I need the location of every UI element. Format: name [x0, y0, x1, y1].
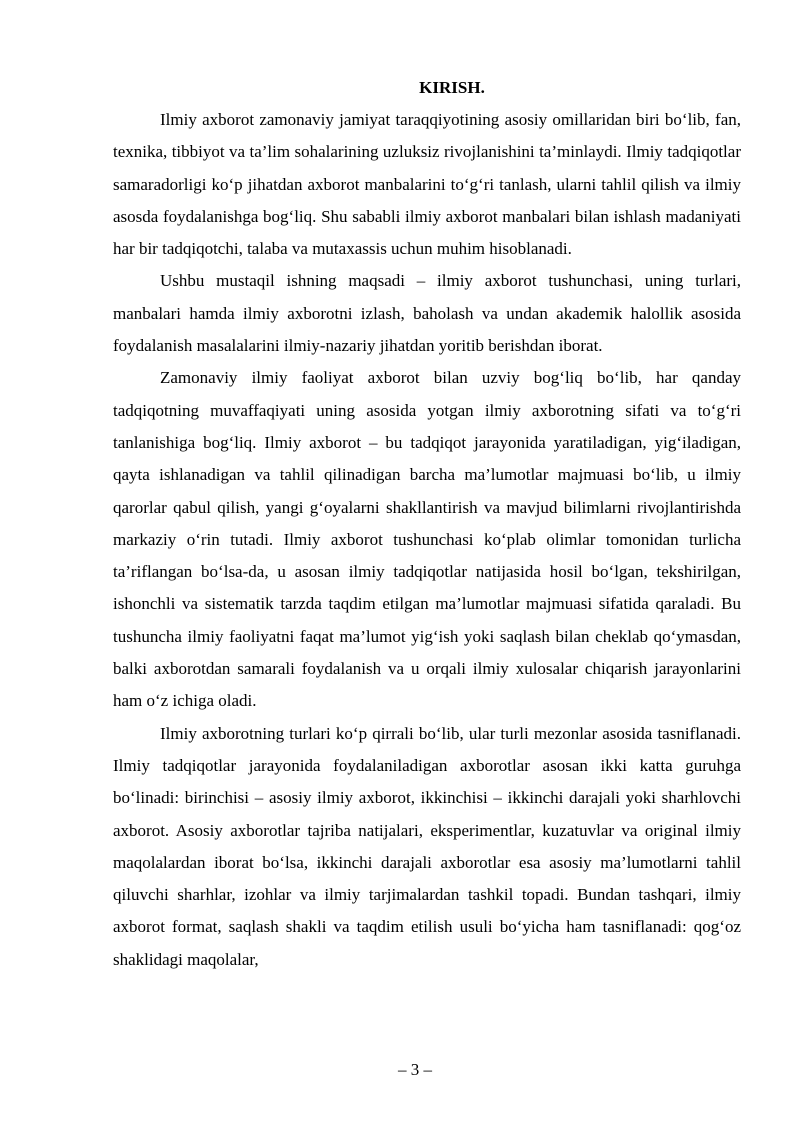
paragraph-4: Ilmiy axborotning turlari ko‘p qirrali bo‘lib, ular turli mezonlar asosida tasniflanadi. Ilmiy tadqiqotlar jarayonida foydalaniladigan axborotlar asosan ikki katta guruhga bo‘linadi: birinchisi – asosiy ilmiy axborot, ikkinchisi – ikkinchi darajali yoki sharhlovchi axborot. Asosiy axborotlar tajriba natijalari, eksperimentlar, kuzatuvlar va original ilmiy maqolalardan iborat bo‘lsa, ikkinchi darajali axborotlar esa asosiy ma’lumotlarni tahlil qiluvchi sharhlar, izohlar va ilmiy tarjimalardan tashkil topadi. Bundan tashqari, ilmiy axborot format, saqlash shakli va taqdim etilish usuli bo‘yicha ham tasniflanadi: qog‘oz shaklidagi maqolalar, [113, 723, 741, 969]
paragraph-3: Zamonaviy ilmiy faoliyat axborot bilan uzviy bog‘liq bo‘lib, har qanday tadqiqotning muvaffaqiyati uning asosida yotgan ilmiy axborotning sifati va to‘g‘ri tanlanishiga bog‘liq. Ilmiy axborot – bu tadqiqot jarayonida yaratiladigan, yig‘iladigan, qayta ishlanadigan va tahlil qilinadigan barcha ma’lumotlar majmuasi bo‘lib, u ilmiy qarorlar qabul qilish, yangi g‘oyalarni shakllantirish va mavjud bilimlarni rivojlantirishda markaziy o‘rin tutadi. Ilmiy axborot tushunchasi ko‘plab olimlar tomonidan turlicha ta’riflangan bo‘lsa-da, u asosan ilmiy tadqiqotlar natijasida hosil bo‘lgan, tekshirilgan, ishonchli va sistematik tarzda taqdim etilgan ma’lumotlar majmuasi sifatida qaraladi. Bu tushuncha ilmiy faoliyatni faqat ma’lumot yig‘ish yoki saqlash bilan cheklab qo‘ymasdan, balki axborotdan samarali foydalanish va u orqali ilmiy xulosalar chiqarish jarayonlarini ham o‘z ichiga oladi. [113, 368, 741, 711]
page-number: – 3 – [398, 1060, 432, 1079]
section-heading: KIRISH. [419, 78, 485, 97]
paragraph-2: Ushbu mustaqil ishning maqsadi – ilmiy axborot tushunchasi, uning turlari, manbalari hamda ilmiy axborotni izlash, baholash va undan akademik halollik asosida foydalanish masalalarini ilmiy-nazariy jihatdan yoritib berishdan iborat. [113, 271, 741, 356]
paragraph-1: Ilmiy axborot zamonaviy jamiyat taraqqiyotining asosiy omillaridan biri bo‘lib, fan, texnika, tibbiyot va ta’lim sohalarining uzluksiz rivojlanishini ta’minlaydi. Ilmiy tadqiqotlar samaradorligi ko‘p jihatdan axborot manbalarini to‘g‘ri tanlash, ularni tahlil qilish va ilmiy asosda foydalanishga bog‘liq. Shu sababli ilmiy axborot manbalari bilan ishlash madaniyati har bir tadqiqotchi, talaba va mutaxassis uchun muhim hisoblanadi. [113, 110, 741, 259]
document-page [113, 72, 741, 976]
